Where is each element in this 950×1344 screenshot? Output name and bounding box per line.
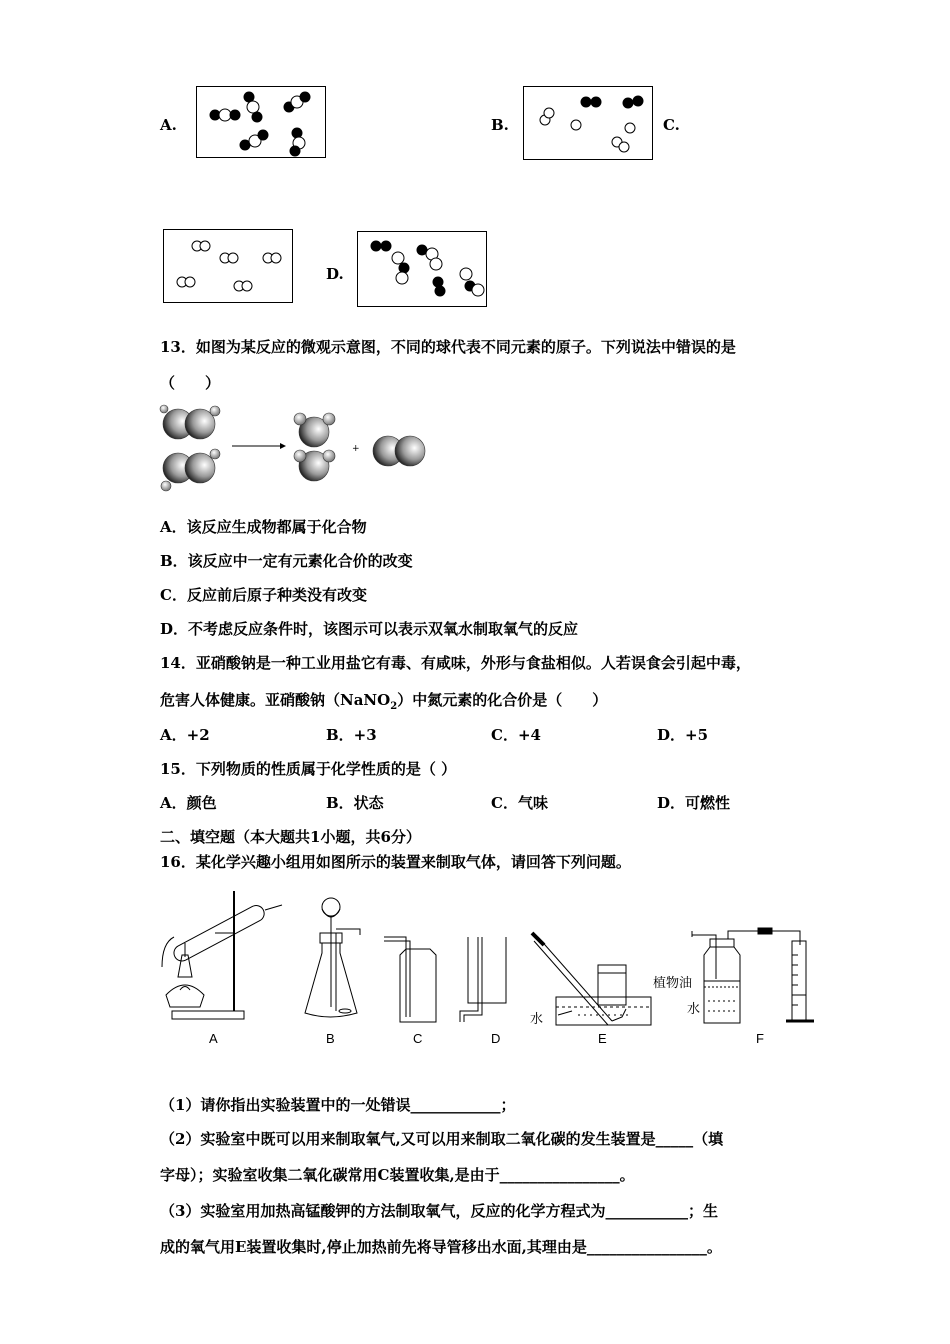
q16-stem: 16．某化学兴趣小组用如图所示的装置来制取气体，请回答下列问题。 [160,853,631,871]
q15-stem: 15．下列物质的性质属于化学性质的是（ ） [160,760,457,778]
option-d-label: D. [326,265,344,283]
option-d-box [357,231,487,307]
q14-option-a: A．+2 [160,726,210,744]
apparatus-label-f: F [756,1031,764,1046]
option-b-molecules [524,87,652,159]
option-b-label: B. [491,116,509,134]
option-c-box [163,229,293,303]
q13-option-b: B．该反应中一定有元素化合价的改变 [160,552,413,570]
q14-stem-subscript: 2 [390,701,398,712]
q14-option-b: B．+3 [326,726,377,744]
q13-reaction-diagram [158,402,438,494]
q16-part2-line1: （2）实验室中既可以用来制取氧气,又可以用来制取二氧化碳的发生装置是_____（填 [160,1130,724,1148]
option-a-molecules [197,87,325,157]
q13-stem: 13．如图为某反应的微观示意图，不同的球代表不同元素的原子。下列说法中错误的是 [160,338,736,356]
option-c-molecules [164,230,292,302]
q15-option-b: B．状态 [326,794,384,812]
q14-stem-post: ）中氮元素的化合价是（ ） [397,691,608,709]
option-a-box [196,86,326,158]
section-2-title: 二、填空题（本大题共1小题，共6分） [160,828,421,846]
apparatus-c [384,937,436,1022]
label-vegetable-oil-f: 植物油 [653,975,693,990]
apparatus-d [460,937,506,1022]
label-water-e: 水 [530,1011,544,1026]
apparatus-label-b: B [326,1031,335,1046]
q13-paren: （ ） [160,374,221,392]
option-c-label: C. [663,116,680,134]
apparatus-f [692,928,814,1023]
option-d-molecules [358,232,486,306]
option-a-label: A. [160,116,177,134]
apparatus-label-a: A [209,1031,218,1046]
apparatus-label-e: E [598,1031,607,1046]
apparatus-b [305,898,360,1017]
q15-option-c: C．气味 [491,794,548,812]
apparatus-label-d: D [491,1031,501,1046]
q13-option-a: A．该反应生成物都属于化合物 [160,518,367,536]
q15-option-d: D．可燃性 [657,794,731,812]
label-water-f: 水 [687,1001,701,1016]
q16-part1: （1）请你指出实验装置中的一处错误____________； [160,1096,516,1114]
q16-part3-line1: （3）实验室用加热高锰酸钾的方法制取氧气，反应的化学方程式为___________；生 [160,1202,718,1220]
q13-plus: + [352,444,360,454]
q15-option-a: A．颜色 [160,794,217,812]
apparatus-label-c: C [413,1031,423,1046]
q16-part2-line2: 字母）；实验室收集二氧化碳常用C装置收集,是由于________________。 [160,1166,635,1184]
q14-stem-pre: 危害人体健康。亚硝酸钠（NaNO [160,691,391,709]
q14-option-c: C．+4 [491,726,541,744]
apparatus-a [162,891,282,1019]
q14-stem-line2 [160,689,607,712]
q16-part3-line2: 成的氧气用E装置收集时,停止加热前先将导管移出水面,其理由是________________。 [160,1238,722,1256]
q14-stem-line1: 14．亚硝酸钠是一种工业用盐它有毒、有咸味，外形与食盐相似。人若误食会引起中毒， [160,654,751,672]
q16-apparatus-figure [160,885,825,1030]
option-b-box [523,86,653,160]
apparatus-e [532,933,651,1025]
q13-option-d: D．不考虑反应条件时，该图示可以表示双氧水制取氧气的反应 [160,620,579,638]
q13-option-c: C．反应前后原子种类没有改变 [160,586,367,604]
q14-option-d: D．+5 [657,726,709,744]
